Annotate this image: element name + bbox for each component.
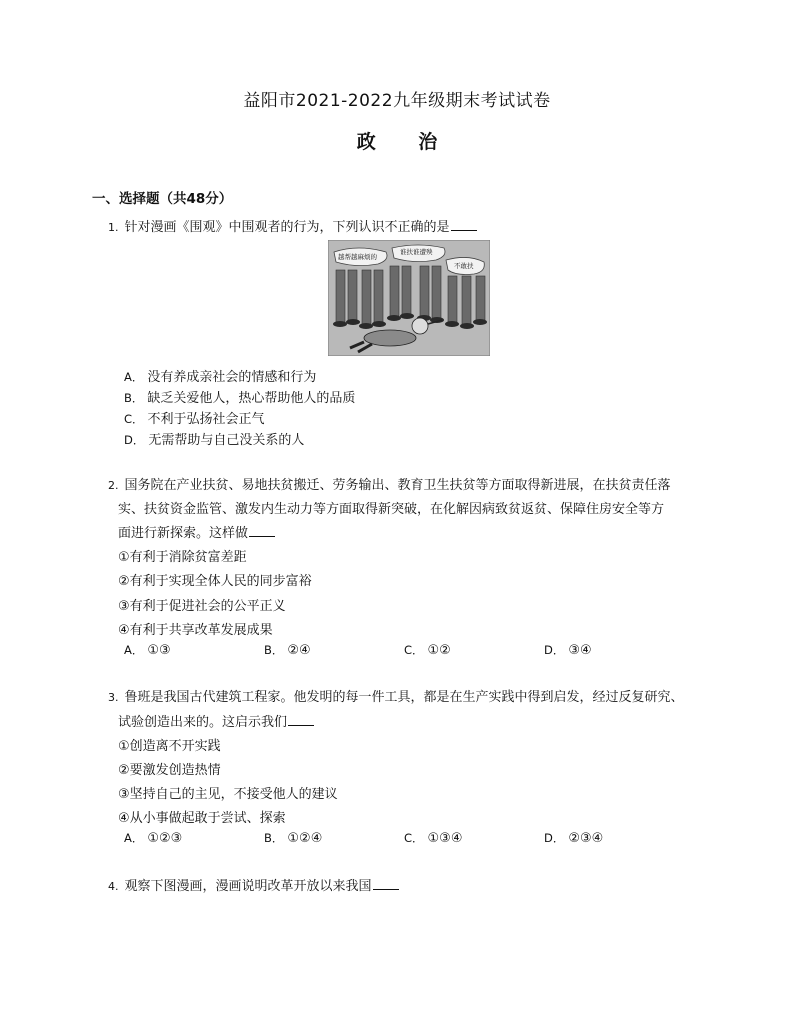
option-text: ②④	[287, 643, 311, 658]
question-2-stem-line-2	[118, 498, 664, 517]
option-letter: B．	[264, 643, 284, 657]
option-letter: D．	[544, 831, 565, 845]
question-2-stem-line-1	[108, 474, 671, 493]
option-letter: A．	[124, 831, 144, 845]
q3-choice-c	[404, 830, 463, 846]
option-letter: B．	[124, 391, 144, 405]
option-text: 无需帮助与自己没关系的人	[148, 433, 305, 448]
option-text: ①②	[427, 643, 451, 658]
q2-statement-1: ①有利于消除贫富差距	[118, 550, 247, 565]
option-letter: B．	[264, 831, 284, 845]
section-heading: 一、选择题（共48分）	[92, 191, 233, 207]
question-number: 1.	[108, 221, 119, 234]
answer-blank	[249, 524, 275, 537]
option-text: 不利于弘扬社会正气	[147, 412, 265, 427]
q2-choice-b	[264, 642, 311, 658]
question-3-stem-line-1	[108, 686, 684, 705]
question-4-stem	[108, 875, 399, 894]
question-text: 观察下图漫画，漫画说明改革开放以来我国	[124, 879, 372, 894]
cartoon-weiguan	[328, 240, 490, 356]
q3-choice-d	[544, 830, 603, 846]
q1-option-b	[124, 387, 355, 406]
q2-statement-2: ②有利于实现全体人民的同步富裕	[118, 574, 312, 589]
answer-blank	[451, 218, 477, 231]
q3-choice-b	[264, 830, 322, 846]
option-letter: C．	[404, 643, 424, 657]
q3-statement-4: ④从小事做起敢于尝试、探索	[118, 811, 286, 826]
question-number: 3.	[108, 691, 119, 704]
q2-choice-c	[404, 642, 451, 658]
question-text: 试验创造出来的。这启示我们	[118, 715, 288, 730]
question-number: 2.	[108, 479, 119, 492]
q3-statement-1: ①创造离不开实践	[118, 739, 221, 754]
question-text: 实、扶贫资金监管、激发内生动力等方面取得新突破，在化解因病致贫返贫、保障住房安全等方	[118, 502, 665, 517]
option-text: ①③	[147, 643, 171, 658]
q3-choice-a	[124, 830, 182, 846]
bubble-label-3: 不敢扶	[454, 262, 474, 270]
q2-choice-a	[124, 642, 171, 658]
option-text: ①②④	[287, 831, 323, 846]
question-text: 针对漫画《围观》中围观者的行为，下列认识不正确的是	[124, 220, 450, 235]
bubble-label-1: 越帮越麻烦的	[338, 253, 377, 261]
option-letter: C．	[404, 831, 424, 845]
option-letter: D．	[544, 643, 565, 657]
question-text: 国务院在产业扶贫、易地扶贫搬迁、劳务输出、教育卫生扶贫等方面取得新进展，在扶贫责任落	[124, 478, 671, 493]
option-letter: C．	[124, 412, 144, 426]
option-letter: D．	[124, 433, 145, 447]
question-text: 鲁班是我国古代建筑工程家。他发明的每一件工具，都是在生产实践中得到启发，经过反复研究、	[124, 690, 684, 705]
question-1-stem	[108, 216, 477, 235]
q2-statement-4: ④有利于共享改革发展成果	[118, 623, 273, 638]
option-letter: A．	[124, 370, 144, 384]
q3-statement-3: ③坚持自己的主见，不接受他人的建议	[118, 787, 338, 802]
option-text: 缺乏关爱他人，热心帮助他人的品质	[147, 391, 356, 406]
question-3-stem-line-2	[118, 711, 314, 730]
doc-title: 益阳市2021-2022九年级期末考试试卷	[243, 91, 551, 111]
option-text: 没有养成亲社会的情感和行为	[147, 370, 317, 385]
option-text: ①③④	[427, 831, 463, 846]
q1-option-a	[124, 366, 316, 385]
q2-statement-3: ③有利于促进社会的公平正义	[118, 599, 286, 614]
doc-subject: 政 治	[356, 131, 456, 153]
question-2-stem-line-3	[118, 522, 275, 541]
question-text: 面进行新探索。这样做	[118, 526, 249, 541]
q2-choice-d	[544, 642, 592, 658]
option-text: ①②③	[147, 831, 183, 846]
bubble-label-2: 谁扶谁遭殃	[400, 248, 433, 256]
option-text: ③④	[568, 643, 592, 658]
question-number: 4.	[108, 880, 119, 893]
q1-option-d	[124, 429, 304, 448]
option-letter: A．	[124, 643, 144, 657]
q3-statement-2: ②要激发创造热情	[118, 763, 221, 778]
answer-blank	[288, 713, 314, 726]
answer-blank	[373, 877, 399, 890]
q1-option-c	[124, 408, 265, 427]
option-text: ②③④	[568, 831, 604, 846]
